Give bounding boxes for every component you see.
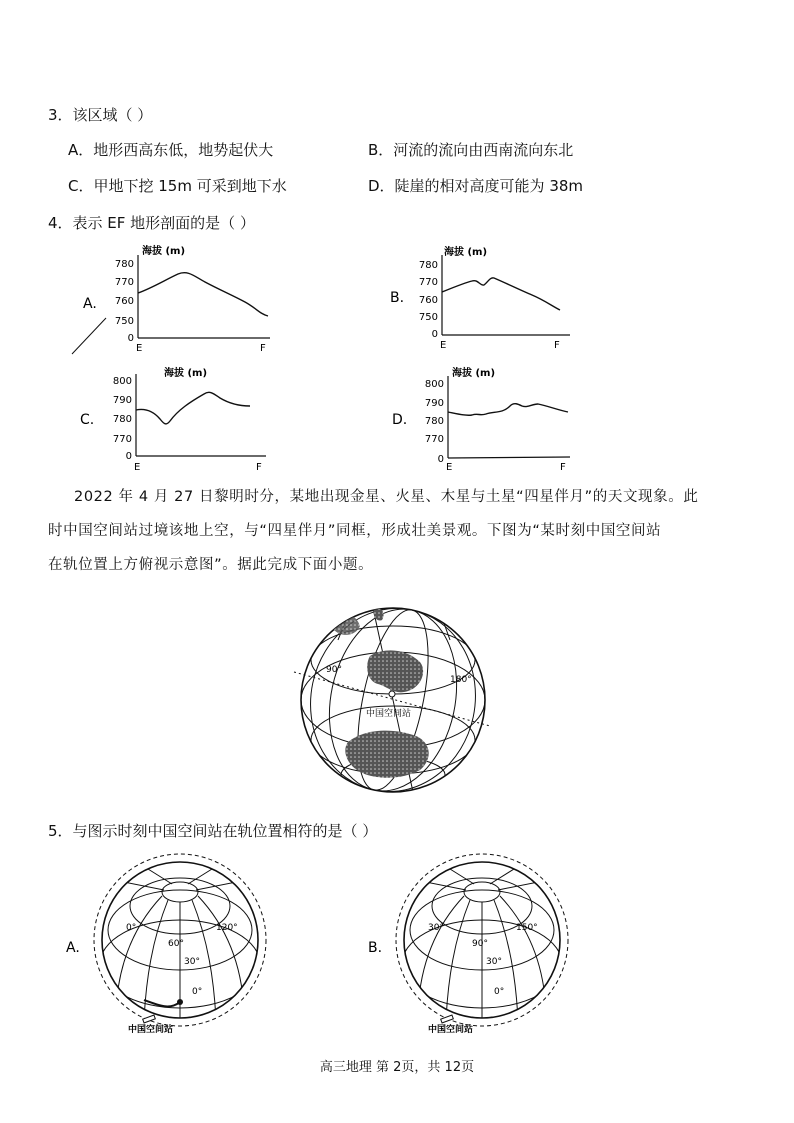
point-f-label: F: [560, 462, 566, 473]
chart-c-letter: C.: [80, 412, 95, 428]
scan-mark: [72, 318, 106, 354]
profile-chart-c: [60, 364, 290, 476]
chart-b-letter: B.: [390, 290, 405, 306]
tick-label: 780: [112, 414, 132, 425]
point-f-label: F: [260, 343, 266, 354]
option-b-letter: B.: [368, 940, 383, 956]
q3-option-a: A．地形西高东低，地势起伏大: [68, 141, 274, 159]
q4-stem: 4．表示 EF 地形剖面的是（ ）: [48, 214, 255, 232]
tick-label: 770: [114, 277, 134, 288]
tick-label: 0: [127, 333, 134, 344]
station-label: 中国空间站: [366, 709, 412, 719]
passage-line-3: 在轨位置上方俯视示意图”。据此完成下面小题。: [48, 557, 374, 573]
longitude-label: 150°: [516, 923, 538, 933]
point-f-label: F: [554, 340, 560, 351]
point-e-label: E: [136, 343, 143, 354]
q5-option-a-globe: [60, 850, 270, 1040]
profile-curve: [442, 278, 560, 310]
x-axis: [448, 457, 570, 458]
longitude-label: 120°: [216, 923, 238, 933]
passage: [48, 480, 768, 582]
longitude-label: 30°: [428, 923, 444, 933]
tick-label: 770: [424, 434, 444, 445]
q3-option-b: B．河流的流向由西南流向东北: [368, 141, 574, 159]
space-station-marker: [389, 691, 395, 697]
chart-d-ylabel: 海拔 (m): [452, 368, 496, 379]
station-label: 中国空间站: [128, 1025, 174, 1035]
profile-chart-a: [60, 240, 290, 360]
point-e-label: E: [446, 462, 453, 473]
chart-d-letter: D.: [392, 412, 408, 428]
chart-a-letter: A.: [83, 296, 97, 312]
profile-chart-b: [380, 240, 600, 360]
equator-label: 0°: [494, 987, 505, 997]
profile-curve: [448, 404, 568, 416]
point-e-label: E: [134, 462, 141, 473]
chart-c-ylabel: 海拔 (m): [164, 368, 208, 379]
q3-option-d: D．陡崖的相对高度可能为 38m: [368, 177, 584, 195]
tick-label: 760: [114, 296, 134, 307]
station-label: 中国空间站: [428, 1025, 474, 1035]
tick-label: 790: [112, 395, 132, 406]
passage-line-1: 2022 年 4 月 27 日黎明时分，某地出现金星、火星、木星与土星“四星伴月”的天文现象。此: [74, 489, 699, 505]
tick-label: 750: [114, 316, 134, 327]
tick-label: 0: [431, 329, 438, 340]
q5-option-b-globe: [366, 850, 576, 1040]
tick-label: 780: [418, 260, 438, 271]
tick-label: 780: [424, 416, 444, 427]
longitude-label: 90°: [472, 939, 488, 949]
point-e-label: E: [440, 340, 447, 351]
passage-line-2: 时中国空间站过境该地上空，与“四星伴月”同框，形成壮美景观。下图为“某时刻中国空间站: [48, 523, 662, 539]
longitude-label: 180°: [450, 675, 472, 685]
page-footer: 高三地理 第 2页，共 12页: [319, 1060, 475, 1075]
point-f-label: F: [256, 462, 262, 473]
profile-chart-d: [380, 364, 600, 476]
q3-option-c: C．甲地下挖 15m 可采到地下水: [68, 177, 287, 195]
tick-label: 800: [424, 379, 444, 390]
longitude-label: 90°: [326, 665, 342, 675]
tick-label: 800: [112, 376, 132, 387]
q5-stem: 5．与图示时刻中国空间站在轨位置相符的是（ ）: [48, 822, 378, 840]
option-a-letter: A.: [66, 940, 80, 956]
tick-label: 750: [418, 312, 438, 323]
tick-label: 770: [418, 277, 438, 288]
latitude-label: 30°: [184, 957, 200, 967]
chart-b-ylabel: 海拔 (m): [444, 247, 488, 258]
tick-label: 760: [418, 295, 438, 306]
longitude-label: 0°: [126, 923, 137, 933]
tick-label: 0: [125, 451, 132, 462]
longitude-label: 60°: [168, 939, 184, 949]
globe-figure: [290, 600, 500, 800]
tick-label: 0: [437, 454, 444, 465]
latitude-label: 30°: [486, 957, 502, 967]
profile-curve: [138, 273, 268, 316]
chart-a-ylabel: 海拔 (m): [142, 246, 186, 257]
tick-label: 790: [424, 398, 444, 409]
equator-label: 0°: [192, 987, 203, 997]
profile-curve: [136, 392, 250, 424]
q3-stem: 3．该区域（ ）: [48, 106, 153, 124]
tick-label: 770: [112, 434, 132, 445]
tick-label: 780: [114, 259, 134, 270]
